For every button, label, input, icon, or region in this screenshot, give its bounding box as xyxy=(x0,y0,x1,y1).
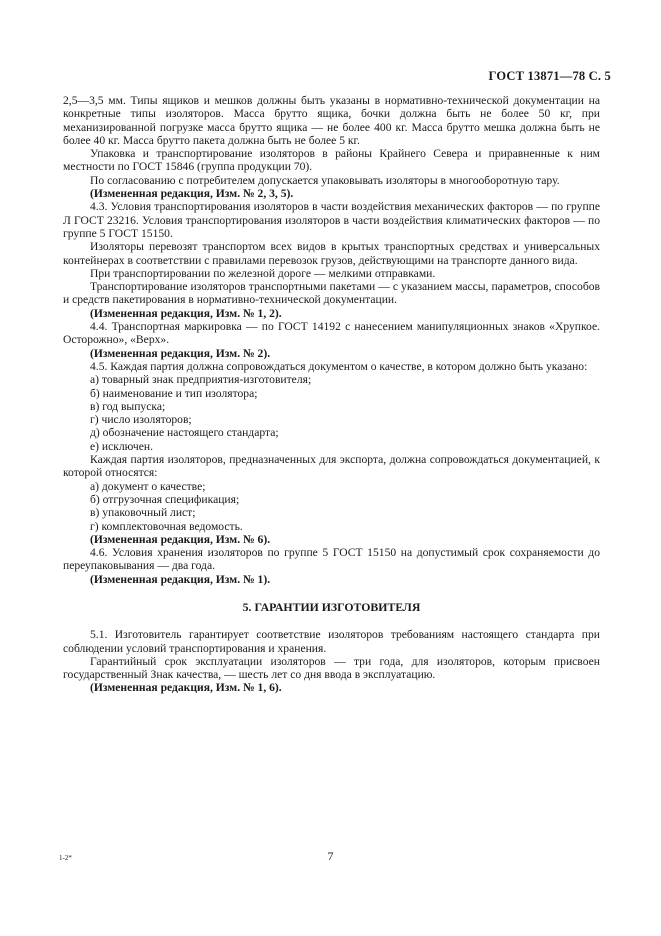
footer-code: 1-2* xyxy=(59,854,72,862)
list-item: е) исключен. xyxy=(90,439,153,453)
list-item: б) наименование и тип изолятора; xyxy=(90,386,258,400)
amendment-note: (Измененная редакция, Изм. № 1, 2). xyxy=(90,306,282,320)
page-header: ГОСТ 13871—78 С. 5 xyxy=(488,69,611,83)
clause-4-6: 4.6. Условия хранения изоляторов по группе 5 ГОСТ 15150 на допустимый срок сохраняемости до переупаковывания — два года. xyxy=(63,546,600,573)
paragraph: Гарантийный срок эксплуатации изоляторов — три года, для изоляторов, которым присвоен государственный Знак качества, — шесть лет со дня ввода в эксплуатацию. xyxy=(63,654,600,682)
section-title: 5. ГАРАНТИИ ИЗГОТОВИТЕЛЯ xyxy=(242,599,421,614)
list-item: а) документ о качестве; xyxy=(90,479,206,493)
paragraph: Каждая партия изоляторов, предназначенных для экспорта, должна сопровождаться документацией, к которой относятся: xyxy=(63,453,600,480)
list-item: г) число изоляторов; xyxy=(90,413,192,427)
list-item: в) упаковочный лист; xyxy=(90,506,196,520)
amendment-note: (Измененная редакция, Изм. № 2). xyxy=(90,346,271,360)
clause-4-4: 4.4. Транспортная маркировка — по ГОСТ 14192 с нанесением манипуляционных знаков «Хрупкое. Осторожно», «Верх». xyxy=(63,320,600,347)
clause-4-3: 4.3. Условия транспортирования изоляторов в части воздействия механических факторов — по группе Л ГОСТ 23216. Условия транспортирования изоляторов в части воздействия климатических факторов — по группе 5 ГОСТ 15150. xyxy=(63,200,600,240)
page-number: 7 xyxy=(327,849,334,863)
paragraph: 2,5—3,5 мм. Типы ящиков и мешков должны быть указаны в нормативно-технической документации на конкретные типы изоляторов. Масса брутто ящика, бочки должна быть не более 50 кг, при механизированной погрузке масса брутто ящика — не более 400 кг. Масса брутто мешка должна быть не более 40 кг. Масса брутто пакета должна быть не более 5 кг. xyxy=(63,94,600,147)
paragraph: Упаковка и транспортирование изоляторов в районы Крайнего Севера и приравненные к ним местности по ГОСТ 15846 (группа продукции 70). xyxy=(63,147,600,174)
amendment-note: (Измененная редакция, Изм. № 2, 3, 5). xyxy=(90,187,294,201)
paragraph: По согласованию с потребителем допускается упаковывать изоляторы в многооборотную тару. xyxy=(90,173,560,187)
amendment-note: (Измененная редакция, Изм. № 1). xyxy=(90,572,271,586)
clause-4-5: 4.5. Каждая партия должна сопровождаться документом о качестве, в котором должно быть указано: xyxy=(90,359,588,373)
document-body xyxy=(63,94,600,695)
list-item: г) комплектовочная ведомость. xyxy=(90,519,243,533)
clause-5-1: 5.1. Изготовитель гарантирует соответствие изоляторов требованиям настоящего стандарта при соблюдении условий транспортирования и хранения. xyxy=(63,628,600,655)
list-item: в) год выпуска; xyxy=(90,399,166,413)
paragraph: Транспортирование изоляторов транспортными пакетами — с указанием массы, параметров, способов и средств пакетирования в нормативно-технической документации. xyxy=(63,280,600,307)
list-item: а) товарный знак предприятия-изготовителя; xyxy=(90,373,312,387)
paragraph: Изоляторы перевозят транспортом всех видов в крытых транспортных средствах и универсальных контейнерах в соответствии с правилами перевозок грузов, действующими на транспорте данного вида. xyxy=(63,240,600,267)
amendment-note: (Измененная редакция, Изм. № 1, 6). xyxy=(90,681,282,695)
paragraph: При транспортировании по железной дороге — мелкими отправками. xyxy=(90,266,436,280)
list-item: б) отгрузочная спецификация; xyxy=(90,492,240,506)
amendment-note: (Измененная редакция, Изм. № 6). xyxy=(90,532,271,546)
list-item: д) обозначение настоящего стандарта; xyxy=(90,426,279,440)
